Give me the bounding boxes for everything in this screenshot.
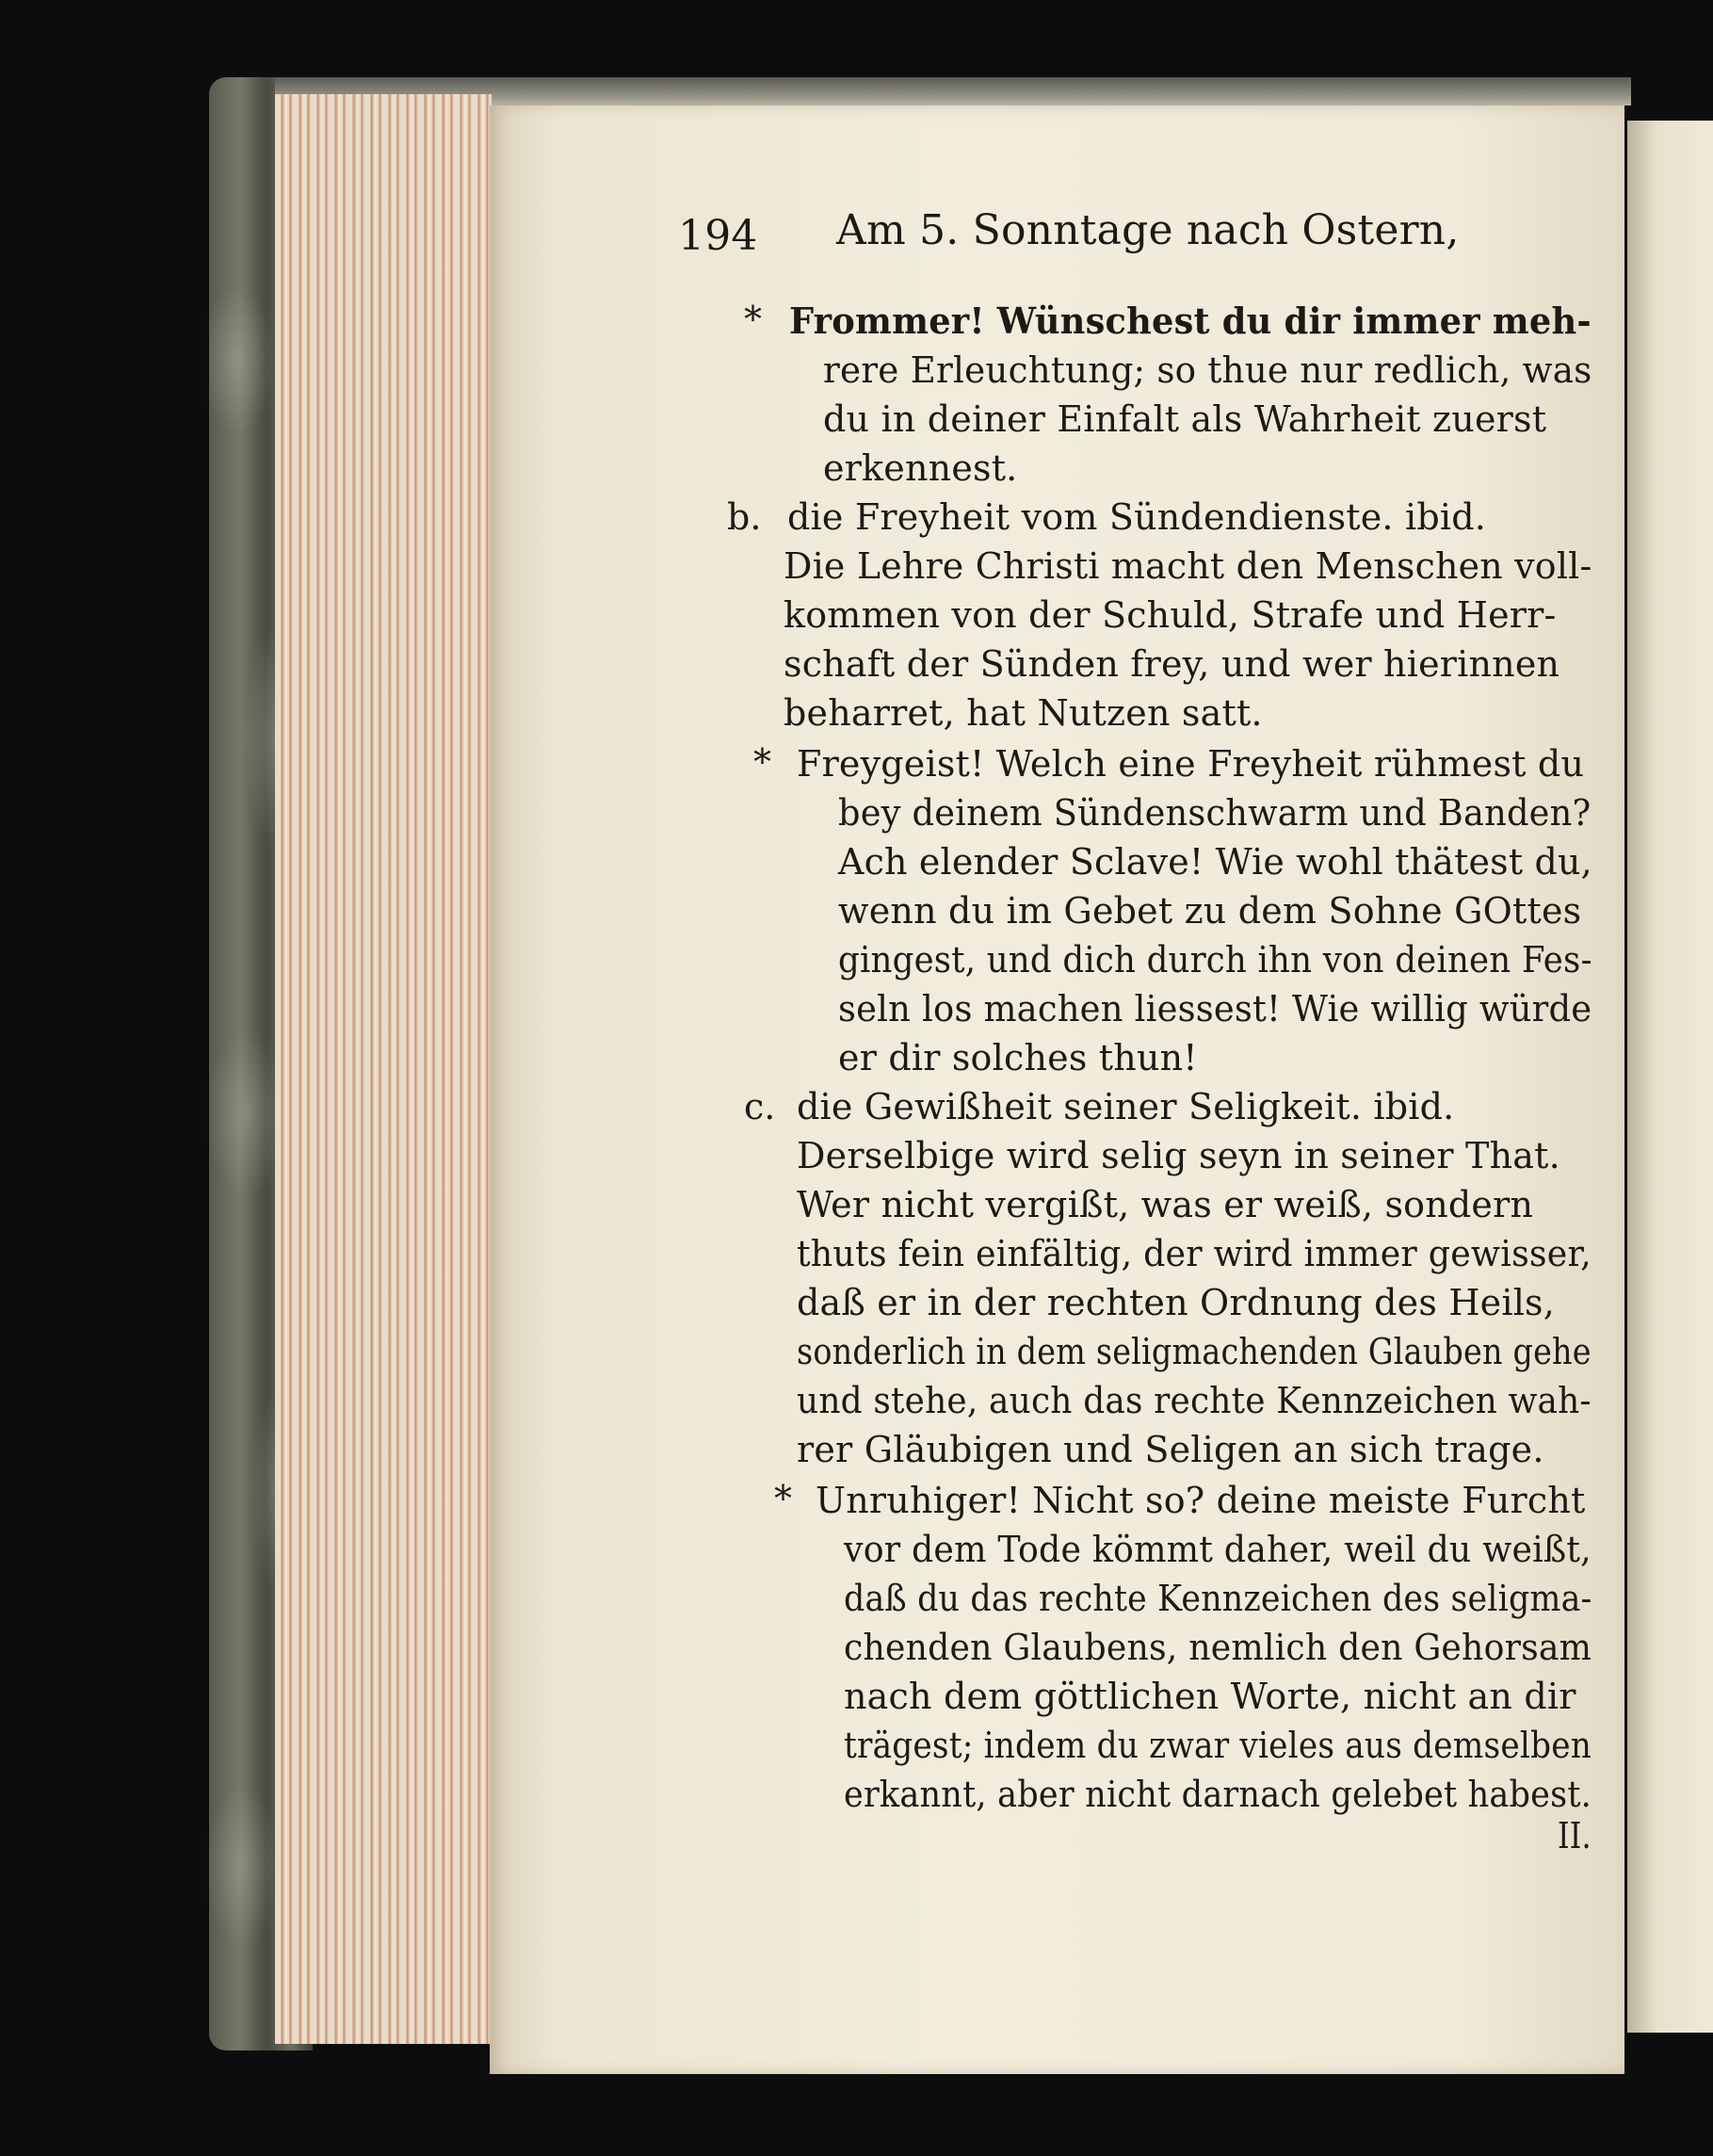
text-line: Wer nicht vergißt, was er weiß, sondern xyxy=(797,1184,1534,1225)
text-line: kommen von der Schuld, Strafe und Herr- xyxy=(784,594,1557,636)
text-line: Freygeist! Welch eine Freyheit rühmest du xyxy=(797,743,1585,785)
page-number: 194 xyxy=(678,212,758,260)
text-line: chenden Glaubens, nemlich den Gehorsam xyxy=(844,1627,1592,1668)
text-line: wenn du im Gebet zu dem Sohne GOttes xyxy=(838,890,1582,932)
text-line: Unruhiger! Nicht so? deine meiste Furcht xyxy=(816,1480,1586,1521)
text-line: beharret, hat Nutzen satt. xyxy=(784,692,1263,734)
text-line: trägest; indem du zwar vieles aus demselben xyxy=(844,1725,1592,1766)
section-marker: b. xyxy=(727,496,762,538)
section-heading: die Gewißheit seiner Seligkeit. ibid. xyxy=(797,1086,1455,1127)
text-line: bey deinem Sündenschwarm und Banden? xyxy=(838,792,1592,834)
text-line: daß du das rechte Kennzeichen des seligma- xyxy=(844,1578,1592,1619)
text-line: thuts fein einfältig, der wird immer gewisser, xyxy=(797,1233,1592,1274)
text-line: Ach elender Sclave! Wie wohl thätest du, xyxy=(838,841,1592,883)
text-line: daß er in der rechten Ordnung des Heils, xyxy=(797,1282,1556,1323)
text-line: gingest, und dich durch ihn von deinen Fes- xyxy=(838,939,1592,981)
asterisk-marker: * xyxy=(774,1478,792,1519)
text-line: sonderlich in dem seligmachenden Glauben gehe xyxy=(797,1331,1592,1372)
text-line: rere Erleuchtung; so thue nur redlich, was xyxy=(823,349,1592,391)
text-line: nach dem göttlichen Worte, nicht an dir xyxy=(844,1676,1576,1717)
text-line: rer Gläubigen und Seligen an sich trage. xyxy=(797,1429,1544,1470)
text-line: schaft der Sünden frey, und wer hierinnen xyxy=(784,643,1560,685)
text-line: und stehe, auch das rechte Kennzeichen wah- xyxy=(797,1380,1592,1421)
text-line: Derselbige wird selig seyn in seiner That. xyxy=(797,1135,1560,1176)
asterisk-marker: * xyxy=(744,299,762,340)
text-line: Frommer! Wünschest du dir immer meh- xyxy=(789,300,1592,342)
text-line: er dir solches thun! xyxy=(838,1037,1198,1078)
running-head: Am 5. Sonntage nach Ostern, xyxy=(836,206,1460,254)
catchword: II. xyxy=(1558,1815,1592,1856)
text-line: Die Lehre Christi macht den Menschen voll- xyxy=(784,545,1592,587)
section-heading: die Freyheit vom Sündendienste. ibid. xyxy=(787,496,1487,538)
text-line: seln los machen liessest! Wie willig würde xyxy=(838,988,1592,1029)
text-line: erkennest. xyxy=(823,447,1018,489)
text-line: erkannt, aber nicht darnach gelebet habest. xyxy=(844,1774,1592,1815)
text-line: vor dem Tode kömmt daher, weil du weißt, xyxy=(844,1529,1592,1570)
text-line: du in deiner Einfalt als Wahrheit zuerst xyxy=(823,398,1547,440)
section-marker: c. xyxy=(744,1086,776,1127)
asterisk-marker: * xyxy=(753,741,771,783)
